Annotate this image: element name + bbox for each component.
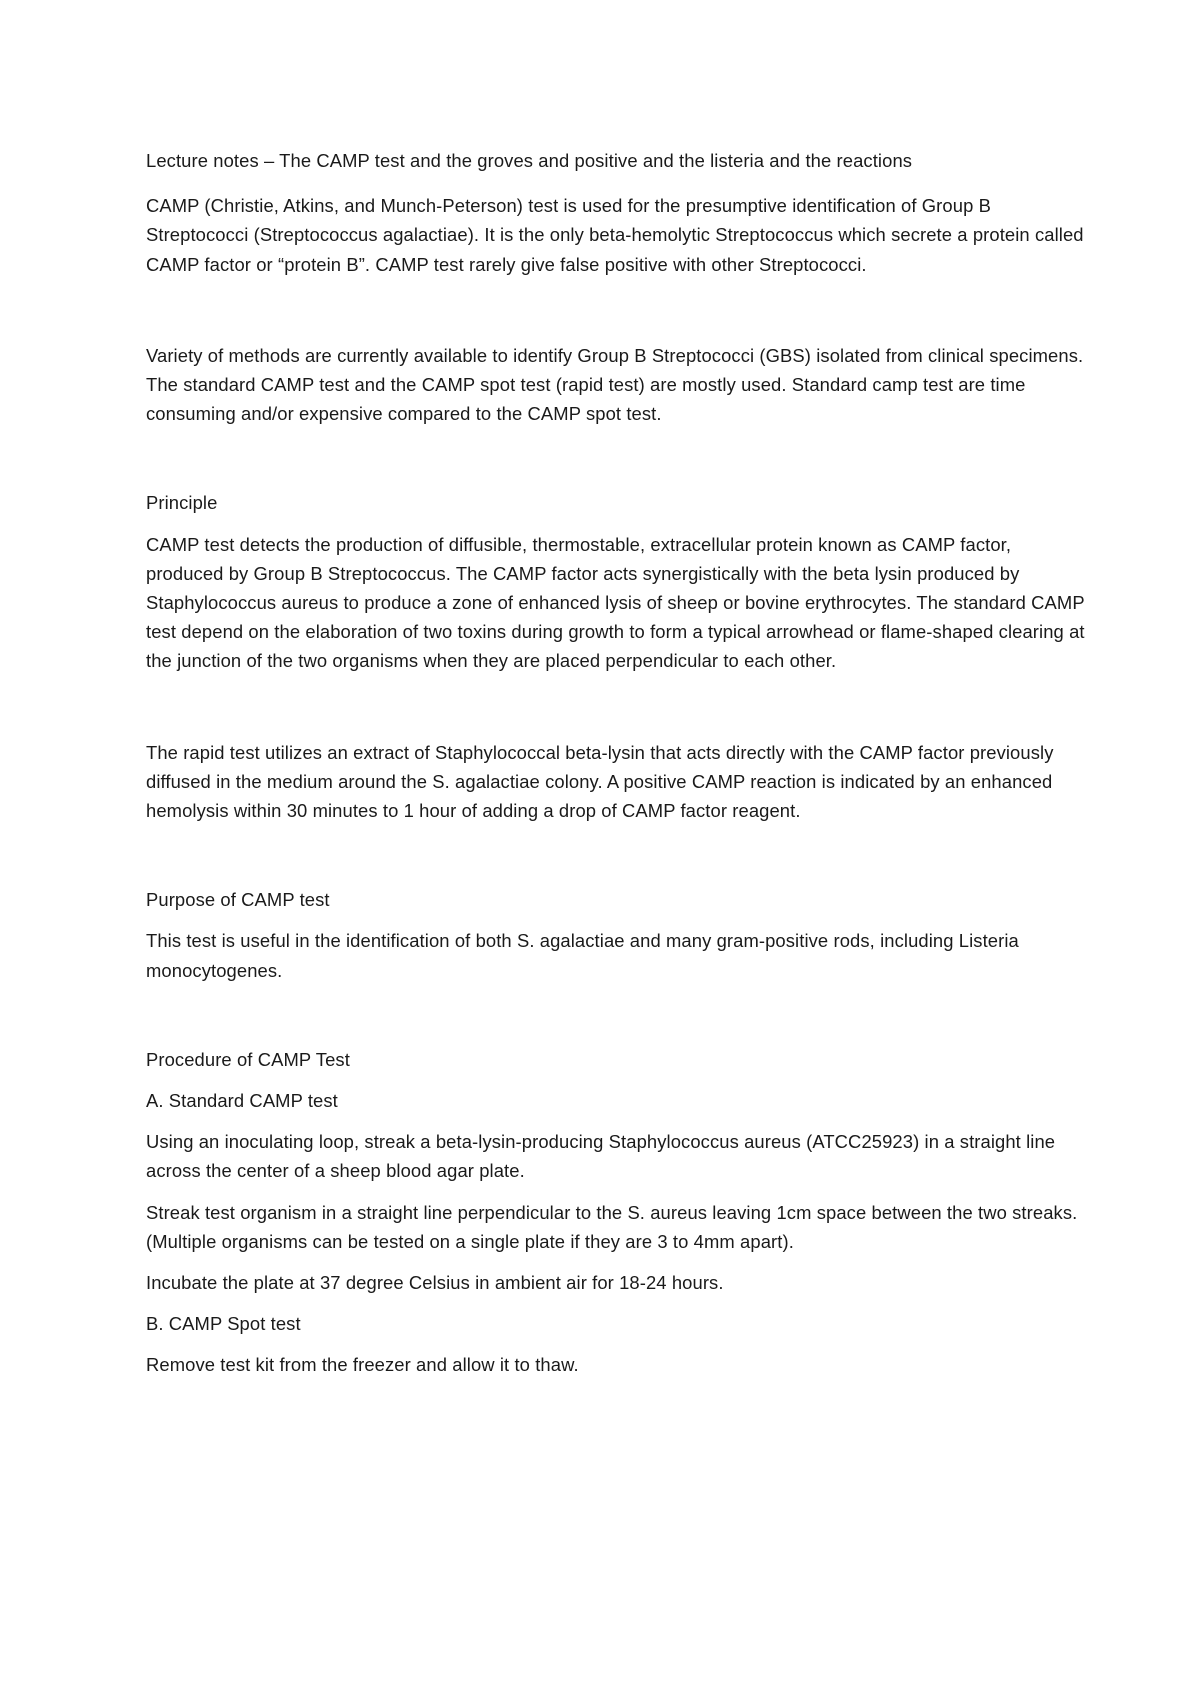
rapid-test-paragraph: The rapid test utilizes an extract of Staphylococcal beta-lysin that acts directly with the CAMP factor previously diffused in the medium around the S. agalactiae colony. A positive CAMP reaction is indicated by an enhanced hemolysis within 30 minutes to 1 hour of adding a drop of CAMP factor reagent.: [146, 741, 1054, 822]
principle-paragraph: CAMP test detects the production of diffusible, thermostable, extracellular protein known as CAMP factor, produced by Group B Streptococcus. The CAMP factor acts synergistically with the beta lysin produced by Staphylococcus aureus to produce a zone of enhanced lysis of sheep or bovine erythrocytes. The standard CAMP test depend on the elaboration of two toxins during growth to form a typical arrowhead or flame-shaped clearing at the junction of the two organisms when they are placed perpendicular to each other.: [146, 533, 1085, 672]
document-title: Lecture notes – The CAMP test and the groves and positive and the listeria and the reactions: [146, 150, 913, 171]
spot-step-1: Remove test kit from the freezer and allow it to thaw.: [146, 1354, 579, 1376]
purpose-heading: Purpose of CAMP test: [146, 889, 330, 911]
procedure-heading: Procedure of CAMP Test: [146, 1048, 350, 1070]
standard-camp-heading: A. Standard CAMP test: [146, 1090, 338, 1112]
standard-step-2: Streak test organism in a straight line perpendicular to the S. aureus leaving 1cm space between the two streaks. (Multiple organisms can be tested on a single plate if they are 3 to 4mm apart).: [146, 1201, 1078, 1252]
standard-step-3: Incubate the plate at 37 degree Celsius in ambient air for 18-24 hours.: [146, 1272, 724, 1294]
principle-heading: Principle: [146, 492, 218, 514]
document-body: [146, 146, 1086, 1380]
standard-step-1: Using an inoculating loop, streak a beta-lysin-producing Staphylococcus aureus (ATCC25923) in a straight line across the center of a sheep blood agar plate.: [146, 1131, 1056, 1182]
purpose-paragraph: This test is useful in the identification of both S. agalactiae and many gram-positive rods, including Listeria monocytogenes.: [146, 930, 1019, 981]
methods-paragraph: Variety of methods are currently available to identify Group B Streptococci (GBS) isolated from clinical specimens. The standard CAMP test and the CAMP spot test (rapid test) are mostly used. Standard camp test are time consuming and/or expensive compared to the CAMP spot test.: [146, 344, 1084, 425]
spot-test-heading: B. CAMP Spot test: [146, 1313, 301, 1335]
intro-paragraph: CAMP (Christie, Atkins, and Munch-Peterson) test is used for the presumptive identification of Group B Streptococci (Streptococcus agalactiae). It is the only beta-hemolytic Streptococcus which secrete a protein called CAMP factor or “protein B”. CAMP test rarely give false positive with other Streptococci.: [146, 195, 1084, 275]
